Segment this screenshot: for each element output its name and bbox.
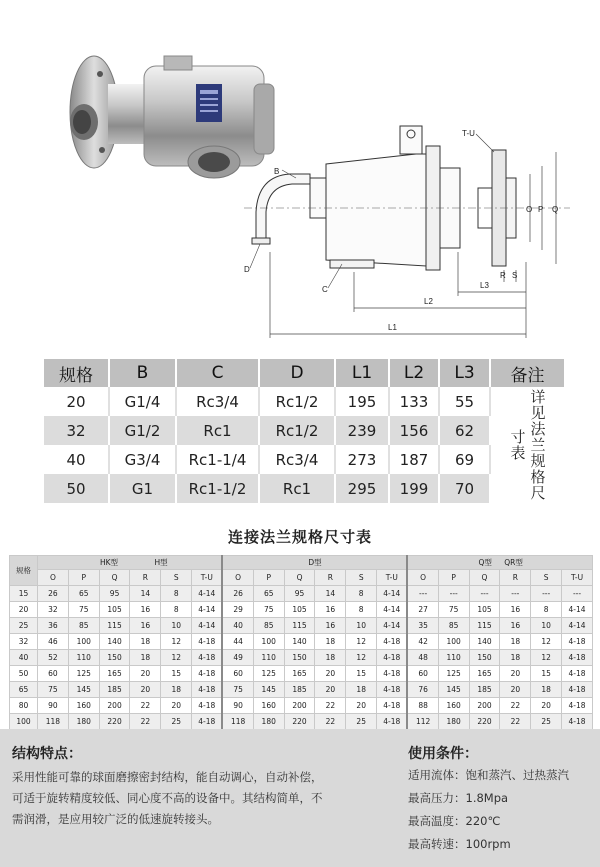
header-c: C [176,359,259,387]
flange-cell: 4-14 [562,602,593,618]
flange-cell: 105 [99,602,130,618]
table-cell: Rc1-1/4 [176,445,259,474]
table-cell: 273 [335,445,389,474]
flange-cell: 150 [99,650,130,666]
flange-cell: 32 [10,634,38,650]
flange-sub-header-cell: P [68,570,99,586]
flange-cell: 60 [407,666,438,682]
flange-cell: 14 [315,586,346,602]
flange-cell: 25 [346,714,377,730]
flange-cell: 18 [130,634,161,650]
flange-cell: 15 [10,586,38,602]
table-cell: 32 [44,416,109,445]
flange-group-q-qr [407,556,592,570]
table-cell: 133 [389,387,439,416]
features-line: 采用性能可靠的球面磨擦密封结构，能自动调心，自动补偿， [12,770,323,784]
flange-row [10,714,593,730]
flange-cell: 50 [10,666,38,682]
flange-row [10,618,593,634]
flange-cell: 18 [130,650,161,666]
flange-sub-header-cell: Q [99,570,130,586]
flange-sub-header-cell: O [222,570,253,586]
flange-cell: 125 [438,666,469,682]
flange-cell: 4-18 [562,682,593,698]
flange-cell: 105 [284,602,315,618]
flange-cell: 115 [284,618,315,634]
flange-cell: 44 [222,634,253,650]
flange-cell: 46 [38,634,69,650]
table-cell: Rc3/4 [176,387,259,416]
flange-sub-header-cell: T-U [562,570,593,586]
flange-cell: 16 [130,602,161,618]
flange-cell: 4-18 [377,666,408,682]
flange-cell: 75 [438,602,469,618]
flange-cell: 4-18 [192,682,223,698]
flange-table-title: 连接法兰规格尺寸表 [227,528,372,546]
flange-cell: --- [469,586,500,602]
flange-cell: 145 [438,682,469,698]
flange-cell: 15 [531,666,562,682]
table-cell: G1/4 [109,387,176,416]
table-cell: 239 [335,416,389,445]
flange-cell: 75 [253,602,284,618]
table-cell: G1 [109,474,176,503]
label-p: P [538,205,544,214]
flange-cell: 16 [500,618,531,634]
flange-cell: 12 [346,650,377,666]
flange-sub-header-cell: S [161,570,192,586]
table-cell: 70 [439,474,490,503]
label-r: R [500,271,506,280]
flange-cell: 65 [253,586,284,602]
dimension-drawing [230,112,600,342]
table-row [44,445,565,474]
flange-row [10,698,593,714]
flange-sub-header-cell: S [531,570,562,586]
flange-cell: 10 [346,618,377,634]
flange-cell: 29 [222,602,253,618]
header-spec: 规格 [44,359,109,387]
flange-cell: 110 [253,650,284,666]
flange-cell: 185 [469,682,500,698]
flange-cell: 10 [531,618,562,634]
flange-cell: 15 [346,666,377,682]
flange-cell: 4-14 [562,618,593,634]
features-text [12,767,323,830]
flange-cell: 22 [315,698,346,714]
flange-cell: 35 [407,618,438,634]
features-line: 可适于旋转精度较低、同心度不高的设备中。其结构简单，不 [12,791,323,805]
flange-row [10,634,593,650]
flange-cell: 80 [10,698,38,714]
flange-cell: 8 [161,586,192,602]
flange-cell: 100 [438,634,469,650]
table-cell: 55 [439,387,490,416]
flange-cell: 40 [222,618,253,634]
flange-cell: 75 [222,682,253,698]
flange-cell: 16 [315,602,346,618]
flange-cell: 8 [346,602,377,618]
condition-pressure: 最高压力：1.8Mpa [408,791,509,805]
conditions-list [408,764,569,856]
flange-cell: 27 [407,602,438,618]
flange-cell: 118 [38,714,69,730]
flange-cell: 48 [407,650,438,666]
flange-cell: 22 [130,698,161,714]
flange-cell: 4-18 [562,666,593,682]
flange-cell: 200 [99,698,130,714]
flange-cell: 4-18 [192,714,223,730]
flange-sub-header-cell: R [130,570,161,586]
flange-cell: 18 [500,634,531,650]
flange-cell: 40 [10,650,38,666]
flange-cell: 165 [99,666,130,682]
table-row [44,474,565,503]
table-row [44,387,565,416]
flange-cell: 12 [531,650,562,666]
flange-cell: 12 [531,634,562,650]
flange-cell: 165 [284,666,315,682]
flange-cell: 12 [161,650,192,666]
flange-cell: 12 [346,634,377,650]
label-l3: L3 [480,281,489,290]
flange-row [10,602,593,618]
flange-row [10,650,593,666]
flange-cell: 20 [500,682,531,698]
flange-sub-header-cell: Q [469,570,500,586]
dimension-table-header [44,359,565,387]
flange-sub-header-cell: P [438,570,469,586]
flange-cell: 4-18 [192,666,223,682]
flange-row [10,586,593,602]
flange-cell: 18 [500,650,531,666]
flange-cell: 52 [38,650,69,666]
condition-speed: 最高转速：100rpm [408,837,511,851]
flange-group-header [10,556,593,570]
flange-cell: 20 [531,698,562,714]
dimension-table [44,359,566,503]
table-cell: 195 [335,387,389,416]
note-cell [490,387,565,503]
table-cell: 62 [439,416,490,445]
group-h-label: H型 [154,558,168,567]
flange-cell: 32 [38,602,69,618]
flange-header-spec: 规格 [10,556,38,586]
conditions-title: 使用条件： [408,746,478,762]
flange-cell: 20 [346,698,377,714]
flange-cell: 22 [315,714,346,730]
flange-cell: 185 [284,682,315,698]
flange-cell: 118 [222,714,253,730]
flange-cell: 25 [531,714,562,730]
flange-cell: 16 [315,618,346,634]
flange-cell: 20 [315,666,346,682]
header-note: 备注 [490,359,565,387]
header-l1: L1 [335,359,389,387]
group-qr-label: QR型 [504,558,523,567]
flange-sub-header-cell: Q [284,570,315,586]
flange-cell: 4-14 [377,586,408,602]
flange-cell: 75 [68,602,99,618]
flange-sub-header-cell: S [346,570,377,586]
flange-cell: 180 [438,714,469,730]
flange-cell: 12 [161,634,192,650]
condition-temperature: 最高温度：220℃ [408,814,501,828]
flange-sub-header-cell: R [500,570,531,586]
flange-group-hk-h [38,556,223,570]
flange-cell: 22 [500,698,531,714]
table-cell: 295 [335,474,389,503]
flange-cell: 85 [253,618,284,634]
flange-sub-header [10,570,593,586]
condition-fluid: 适用流体：饱和蒸汽、过热蒸汽 [408,768,569,782]
flange-cell: 49 [222,650,253,666]
flange-cell: --- [500,586,531,602]
flange-cell: 60 [222,666,253,682]
table-cell: 187 [389,445,439,474]
flange-cell: 75 [38,682,69,698]
flange-cell: 65 [68,586,99,602]
flange-cell: 18 [161,682,192,698]
flange-cell: 4-18 [377,714,408,730]
flange-sub-header-cell: T-U [192,570,223,586]
table-cell: Rc1/2 [259,387,335,416]
flange-cell: 76 [407,682,438,698]
flange-cell: 8 [531,602,562,618]
flange-cell: 14 [130,586,161,602]
flange-cell: 4-14 [192,602,223,618]
flange-cell: 125 [68,666,99,682]
flange-cell: 22 [130,714,161,730]
flange-cell: 100 [253,634,284,650]
flange-cell: 160 [253,698,284,714]
flange-cell: 95 [99,586,130,602]
flange-cell: 4-18 [377,634,408,650]
table-cell: Rc1-1/2 [176,474,259,503]
flange-cell: 4-18 [377,682,408,698]
flange-cell: 88 [407,698,438,714]
flange-cell: --- [438,586,469,602]
flange-cell: 200 [284,698,315,714]
label-l1: L1 [388,323,397,332]
flange-cell: 4-18 [192,650,223,666]
table-cell: Rc1 [176,416,259,445]
flange-cell: 95 [284,586,315,602]
flange-cell: 125 [253,666,284,682]
flange-cell: 8 [346,586,377,602]
features-line: 需润滑，是应用较广泛的低速旋转接头。 [12,812,219,826]
flange-cell: 220 [99,714,130,730]
flange-cell: 25 [161,714,192,730]
flange-cell: 26 [38,586,69,602]
flange-cell: 4-18 [377,698,408,714]
table-cell: 199 [389,474,439,503]
flange-cell: 220 [469,714,500,730]
table-row [44,416,565,445]
flange-cell: 100 [68,634,99,650]
label-d: D [244,265,250,274]
flange-cell: 115 [99,618,130,634]
flange-cell: 85 [438,618,469,634]
flange-cell: 200 [469,698,500,714]
flange-cell: 18 [346,682,377,698]
flange-cell: 20 [161,698,192,714]
flange-cell: 110 [68,650,99,666]
flange-cell: 16 [130,618,161,634]
flange-cell: 4-18 [192,698,223,714]
flange-cell: 185 [99,682,130,698]
flange-cell: --- [562,586,593,602]
flange-cell: 140 [284,634,315,650]
label-tu: T-U [462,129,475,138]
flange-cell: 18 [315,650,346,666]
flange-cell: 20 [130,682,161,698]
table-cell: 40 [44,445,109,474]
header-l3: L3 [439,359,490,387]
flange-sub-header-cell: O [38,570,69,586]
flange-cell: 20 [500,666,531,682]
flange-cell: 100 [10,714,38,730]
note-text: 详见法兰规格尺寸表 [508,389,547,501]
flange-cell: 90 [38,698,69,714]
flange-cell: 4-18 [192,634,223,650]
flange-cell: 140 [99,634,130,650]
flange-sub-header-cell: P [253,570,284,586]
header-l2: L2 [389,359,439,387]
flange-cell: 60 [38,666,69,682]
flange-cell: 36 [38,618,69,634]
flange-cell: 16 [500,602,531,618]
flange-cell: 112 [407,714,438,730]
flange-cell: 160 [438,698,469,714]
flange-cell: 150 [284,650,315,666]
flange-cell: --- [531,586,562,602]
flange-cell: 110 [438,650,469,666]
flange-cell: 220 [284,714,315,730]
flange-cell: --- [407,586,438,602]
group-q-label: Q型 [478,558,492,567]
flange-cell: 90 [222,698,253,714]
flange-cell: 4-18 [377,650,408,666]
flange-cell: 18 [531,682,562,698]
table-cell: G1/2 [109,416,176,445]
flange-row [10,666,593,682]
flange-cell: 10 [161,618,192,634]
flange-cell: 165 [469,666,500,682]
flange-cell: 4-18 [562,650,593,666]
label-c: C [322,285,328,294]
flange-cell: 4-18 [562,714,593,730]
flange-cell: 20 [315,682,346,698]
flange-sub-header-cell: T-U [377,570,408,586]
flange-sub-header-cell: R [315,570,346,586]
flange-cell: 15 [161,666,192,682]
flange-cell: 140 [469,634,500,650]
flange-cell: 160 [68,698,99,714]
flange-cell: 180 [68,714,99,730]
flange-cell: 20 [130,666,161,682]
label-l2: L2 [424,297,433,306]
flange-cell: 65 [10,682,38,698]
label-q: Q [552,205,559,214]
flange-cell: 4-14 [192,618,223,634]
flange-cell: 8 [161,602,192,618]
flange-cell: 105 [469,602,500,618]
features-title: 结构特点： [12,746,82,762]
flange-table [9,555,593,730]
group-hk-label: HK型 [100,558,119,567]
flange-cell: 4-14 [377,602,408,618]
flange-cell: 145 [253,682,284,698]
table-cell: 156 [389,416,439,445]
label-o: O [526,205,533,214]
header-b: B [109,359,176,387]
flange-cell: 4-14 [192,586,223,602]
header-d: D [259,359,335,387]
group-d-label: D型 [308,558,322,567]
flange-cell: 26 [222,586,253,602]
flange-cell: 4-18 [562,698,593,714]
flange-cell: 20 [10,602,38,618]
table-cell: Rc1/2 [259,416,335,445]
flange-cell: 150 [469,650,500,666]
table-cell: 20 [44,387,109,416]
flange-cell: 25 [10,618,38,634]
flange-cell: 4-18 [562,634,593,650]
flange-sub-header-cell: O [407,570,438,586]
product-figure [0,0,600,345]
table-cell: 69 [439,445,490,474]
table-cell: Rc3/4 [259,445,335,474]
flange-cell: 4-14 [377,618,408,634]
flange-cell: 115 [469,618,500,634]
table-cell: Rc1 [259,474,335,503]
flange-group-d [222,556,407,570]
label-s: S [512,271,518,280]
flange-row [10,682,593,698]
flange-cell: 18 [315,634,346,650]
label-b: B [274,167,280,176]
flange-cell: 85 [68,618,99,634]
table-cell: G3/4 [109,445,176,474]
table-cell: 50 [44,474,109,503]
flange-cell: 42 [407,634,438,650]
flange-cell: 180 [253,714,284,730]
flange-cell: 22 [500,714,531,730]
flange-cell: 145 [68,682,99,698]
